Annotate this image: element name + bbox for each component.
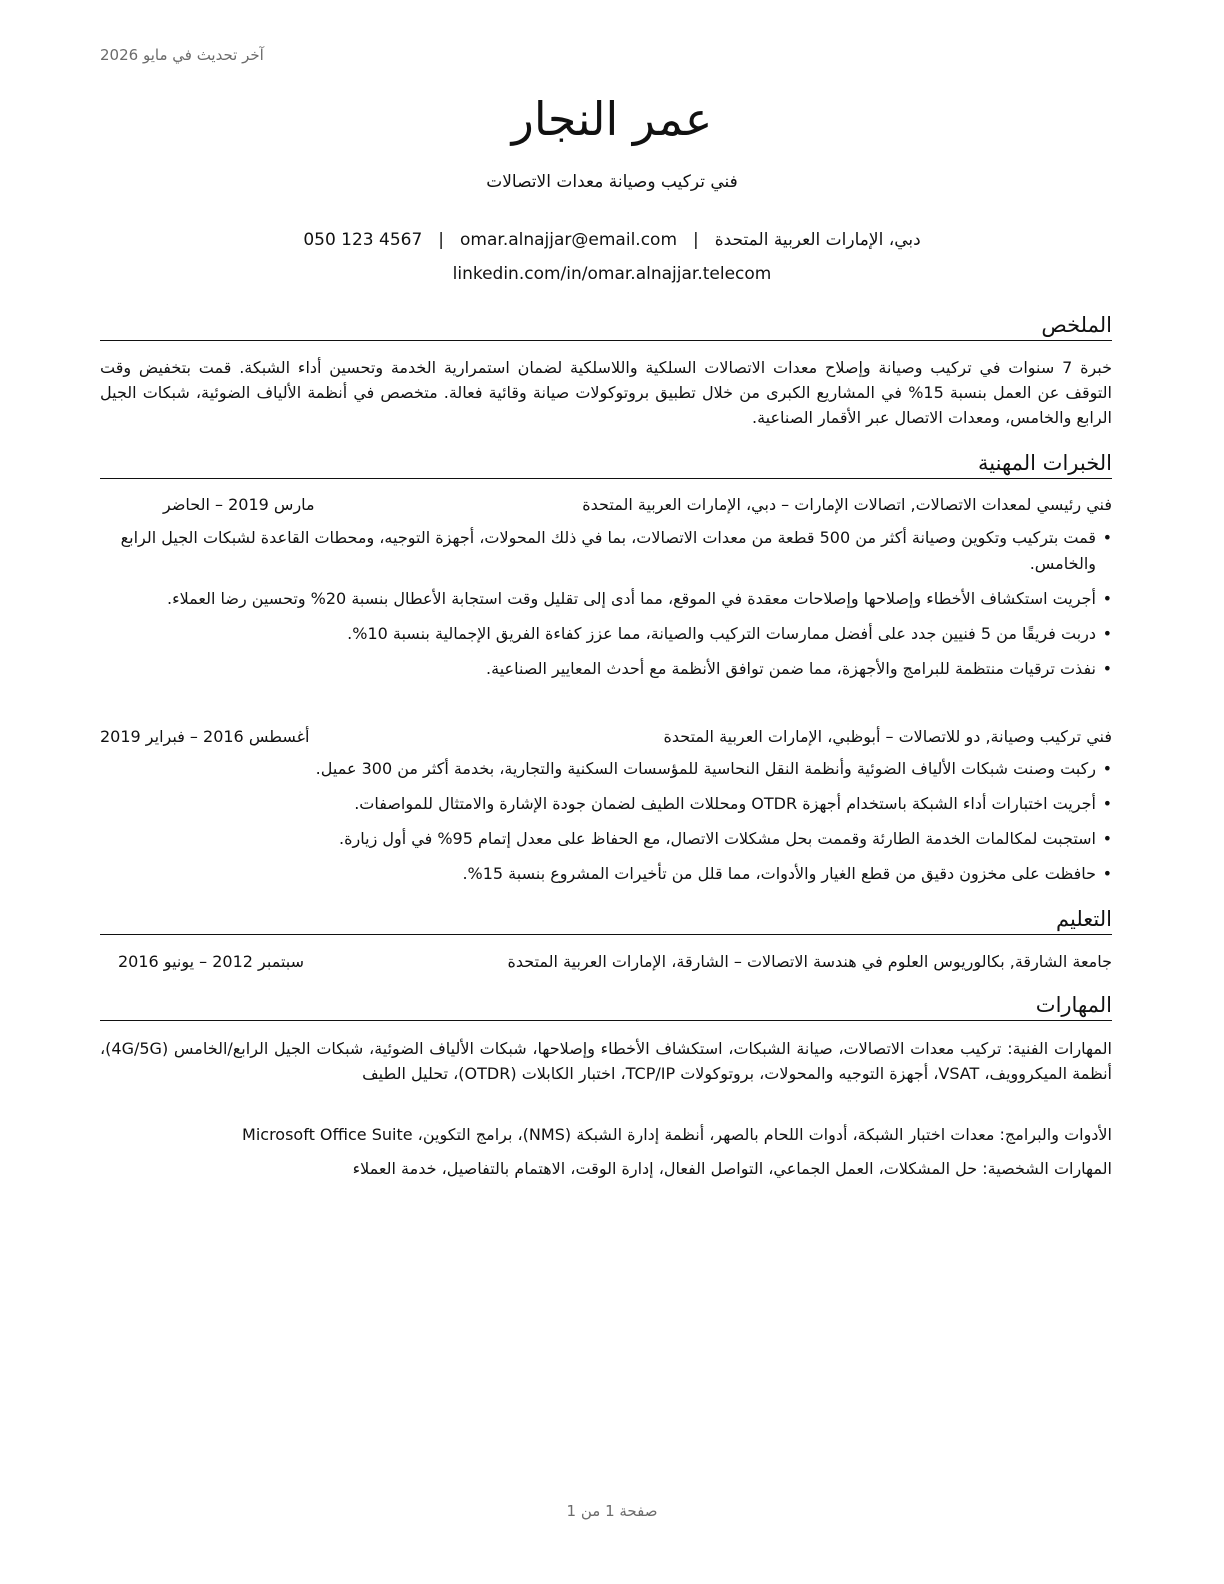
section-heading-summary: الملخص bbox=[100, 312, 1112, 341]
job-bullets bbox=[110, 756, 1112, 896]
skills-soft: المهارات الشخصية: حل المشكلات، العمل الجماعي، التواصل الفعال، إدارة الوقت، الاهتمام بالتفاصيل، خدمة العملاء bbox=[352, 1159, 1112, 1178]
section-heading-education: التعليم bbox=[100, 906, 1112, 935]
list-item: • دربت فريقًا من 5 فنيين جدد على أفضل ممارسات التركيب والصيانة، مما عزز كفاءة الفريق الإجمالية بنسبة 10%. bbox=[110, 621, 1112, 647]
job-dates: مارس 2019 – الحاضر bbox=[163, 495, 315, 514]
contact-info bbox=[0, 223, 1224, 291]
list-item: • نفذت ترقيات منتظمة للبرامج والأجهزة، مما ضمن توافق الأنظمة مع أحدث المعايير الصناعية. bbox=[110, 656, 1112, 682]
candidate-name: عمر النجار bbox=[511, 92, 713, 146]
job-header bbox=[100, 492, 1112, 518]
section-heading-experience: الخبرات المهنية bbox=[100, 450, 1112, 479]
education-entry bbox=[100, 949, 1112, 975]
list-item: • ركبت وصنت شبكات الألياف الضوئية وأنظمة النقل النحاسية للمؤسسات السكنية والتجارية، بخدمة أكثر من 300 عميل. bbox=[110, 756, 1112, 782]
list-item: • أجريت اختبارات أداء الشبكة باستخدام أجهزة OTDR ومحللات الطيف لضمان جودة الإشارة والامتثال للمواصفات. bbox=[110, 791, 1112, 817]
list-item: • قمت بتركيب وتكوين وصيانة أكثر من 500 قطعة من معدات الاتصالات، بما في ذلك المحولات، أجهزة التوجيه، ومحطات القاعدة لشبكات الجيل الرابع والخامس. bbox=[110, 525, 1112, 577]
job-title: فني تركيب وصيانة معدات الاتصالات bbox=[486, 172, 738, 192]
job-title-company: فني تركيب وصيانة, دو للاتصالات – أبوظبي، الإمارات العربية المتحدة bbox=[663, 727, 1112, 746]
list-item: • أجريت استكشاف الأخطاء وإصلاحها وإصلاحات معقدة في الموقع، مما أدى إلى تقليل وقت استجابة الأعطال بنسبة 20% وتحسين رضا العملاء. bbox=[110, 586, 1112, 612]
email-link[interactable]: omar.alnajjar@email.com bbox=[460, 230, 678, 250]
education-dates: سبتمبر 2012 – يونيو 2016 bbox=[118, 952, 305, 971]
list-item: • حافظت على مخزون دقيق من قطع الغيار والأدوات، مما قلل من تأخيرات المشروع بنسبة 15%. bbox=[110, 861, 1112, 887]
job-bullets bbox=[110, 525, 1112, 691]
degree-school: جامعة الشارقة, بكالوريوس العلوم في هندسة الاتصالات – الشارقة، الإمارات العربية المتحدة bbox=[507, 952, 1112, 971]
job-header bbox=[100, 724, 1112, 750]
section-heading-skills: المهارات bbox=[100, 992, 1112, 1021]
list-item: • استجبت لمكالمات الخدمة الطارئة وقممت بحل مشكلات الاتصال، مع الحفاظ على معدل إتمام 95% في أول زيارة. bbox=[110, 826, 1112, 852]
last-updated: آخر تحديث في مايو 2026 bbox=[100, 46, 264, 64]
phone: 050 123 4567 bbox=[303, 230, 423, 250]
separator: | bbox=[438, 230, 445, 250]
job-title-company: فني رئيسي لمعدات الاتصالات, اتصالات الإمارات – دبي، الإمارات العربية المتحدة bbox=[582, 495, 1112, 514]
summary-text: خبرة 7 سنوات في تركيب وصيانة وإصلاح معدات الاتصالات السلكية واللاسلكية لضمان استمرارية الخدمة وتحسين أداء الشبكة. قمت بتخفيض وقت التوقف عن العمل بنسبة 15% في المشاريع الكبرى من خلال تطبيق بروتوكولات صيانة وقائية فعالة. متخصص في أنظمة الألياف الضوئية، شبكات الجيل الرابع والخامس، ومعدات الاتصال عبر الأقمار الصناعية. bbox=[100, 358, 1113, 427]
job-dates: أغسطس 2016 – فبراير 2019 bbox=[100, 727, 310, 746]
separator: | bbox=[693, 230, 699, 250]
skills-technical: المهارات الفنية: تركيب معدات الاتصالات، صيانة الشبكات، استكشاف الأخطاء وإصلاحها، شبكات الألياف الضوئية، شبكات الجيل الرابع/الخامس (4G/5G)، أنظمة الميكروويف، VSAT، أجهزة التوجيه والمحولات، بروتوكولات TCP/IP، اختبار الكابلات (OTDR)، تحليل الطيف bbox=[100, 1039, 1112, 1083]
location: دبي، الإمارات العربية المتحدة bbox=[714, 230, 921, 250]
page-number: صفحة 1 من 1 bbox=[566, 1502, 658, 1520]
skills-tools: الأدوات والبرامج: معدات اختبار الشبكة، أدوات اللحام بالصهر، أنظمة إدارة الشبكة (NMS)، برامج التكوين، Microsoft Office Suite bbox=[242, 1125, 1112, 1144]
linkedin-link[interactable]: linkedin.com/in/omar.alnajjar.telecom bbox=[452, 264, 772, 284]
